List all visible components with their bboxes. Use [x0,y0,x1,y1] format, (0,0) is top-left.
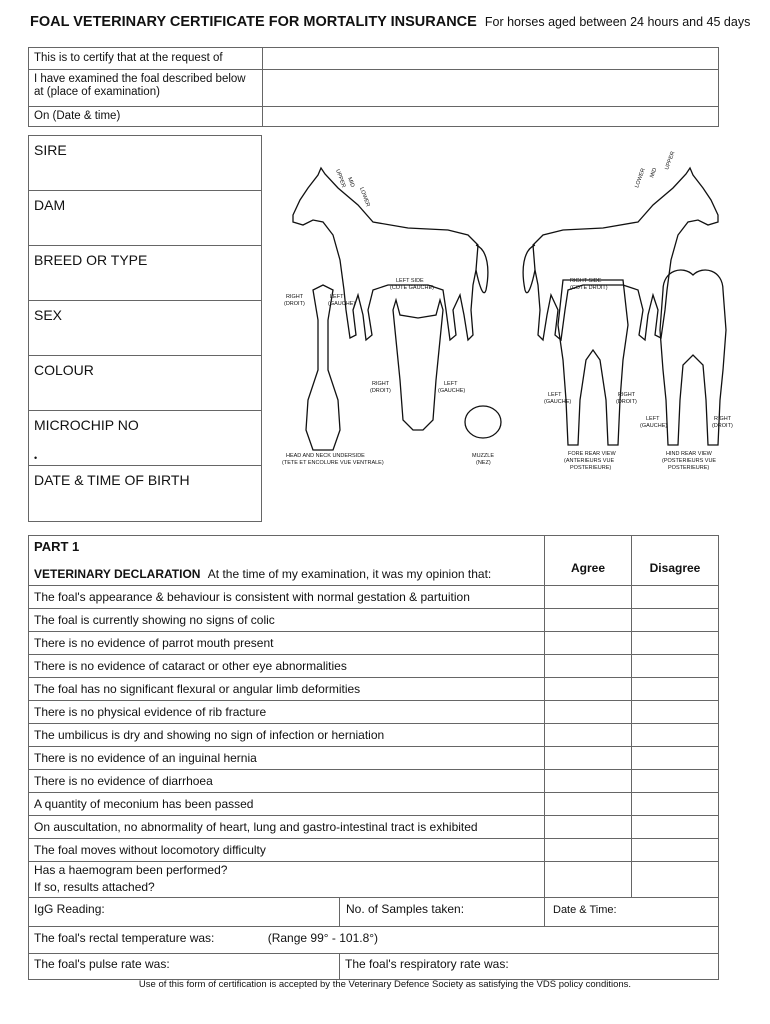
temperature-row[interactable] [29,927,719,954]
sire-label: SIRE [34,142,67,158]
agree-cell[interactable] [545,609,632,632]
right-label-1: RIGHT [286,294,304,300]
pulse-label: The foal's pulse rate was: [34,957,170,971]
footer-note: Use of this form of certification is accepted by the Veterinary Defence Society as satisfying the VDS policy conditions. [138,979,632,990]
examined-line2: at (place of examination) [34,86,160,98]
disagree-cell[interactable] [632,724,719,747]
dot-mark: • [34,453,38,463]
declaration-row [29,724,719,747]
declaration-text-cell: On auscultation, no abnormality of heart, lung and gastro-intestinal tract is exhibited [29,816,545,839]
foal-details [28,135,262,522]
mid-label-right: MID [649,167,659,179]
disagree-cell[interactable] [632,632,719,655]
muzzle-fr: (NEZ) [476,460,491,466]
agree-cell[interactable] [545,655,632,678]
fore-rear-fr1: (ANTERIEURS VUE [564,458,615,464]
left-fr-1: (GAUCHE) [328,301,356,307]
hind-rear-label: HIND REAR VIEW [666,451,712,457]
declaration-text-cell: The foal's appearance & behaviour is consistent with normal gestation & partuition [29,586,545,609]
declaration-row [29,793,719,816]
disagree-header: Disagree [632,536,719,586]
upper-label-right: UPPER [664,150,677,171]
declaration-line [34,567,544,581]
hind-rear-fr1: (POSTERIEURS VUE [662,458,717,464]
agree-cell[interactable] [545,839,632,862]
right-side-horse-icon [523,168,718,340]
declaration-row [29,747,719,770]
microchip-label: MICROCHIP NO [34,417,139,433]
declaration-text-cell: The foal has no significant flexural or angular limb deformities [29,678,545,701]
left-side-fr: (COTE GAUCHE) [390,285,434,291]
agree-cell[interactable] [545,701,632,724]
date-label: On (Date & time) [29,107,263,127]
samples-label: No. of Samples taken: [346,902,465,916]
declaration-text-cell: There is no evidence of an inguinal hernia [29,747,545,770]
disagree-cell[interactable] [632,839,719,862]
colour-field[interactable] [29,356,261,411]
left-label-3: LEFT [548,392,562,398]
breed-field[interactable] [29,246,261,301]
examined-line1: I have examined the foal described below [34,73,246,85]
right-fr-3: (DROIT) [616,399,637,405]
disagree-cell[interactable] [632,586,719,609]
birth-field[interactable] [29,466,261,522]
temperature-range: (Range 99° - 101.8°) [267,931,379,945]
mid-label-left: MID [346,176,356,189]
temperature-label: The foal's rectal temperature was: [34,931,215,945]
declaration-bold: VETERINARY DECLARATION [34,567,201,581]
left-label-1: LEFT [330,294,344,300]
left-label-2: LEFT [444,381,458,387]
declaration-row [29,655,719,678]
disagree-cell[interactable] [632,609,719,632]
disagree-cell[interactable] [632,793,719,816]
haemogram-row [29,862,545,898]
left-side-label: LEFT SIDE [396,278,424,284]
samples-cell[interactable] [340,898,545,927]
agree-cell[interactable] [545,678,632,701]
request-table [28,47,719,127]
horse-marking-diagram [278,150,738,480]
declaration-text-cell: There is no evidence of diarrhoea [29,770,545,793]
hind-rear-fr2: POSTERIEURE) [668,465,710,471]
igg-cell[interactable] [29,898,340,927]
respiratory-cell[interactable] [340,954,719,980]
head-front-icon [393,300,443,430]
certify-field[interactable] [263,48,719,70]
pulse-cell[interactable] [29,954,340,980]
fore-rear-label: FORE REAR VIEW [568,451,616,457]
agree-cell[interactable] [545,632,632,655]
upper-label-left: UPPER [334,168,347,189]
colour-label: COLOUR [34,362,94,378]
certificate-title [30,14,750,30]
date-time-cell[interactable] [545,898,719,927]
disagree-cell[interactable] [632,747,719,770]
left-label-4: LEFT [646,416,660,422]
declaration-row [29,839,719,862]
right-label-3: RIGHT [618,392,636,398]
right-side-fr: (COTE DROIT) [570,285,608,291]
lower-label-right: LOWER [634,167,647,189]
part1-header [29,536,545,586]
declaration-rows [29,586,719,862]
right-fr-2: (DROIT) [370,388,391,394]
declaration-text: At the time of my examination, it was my opinion that: [207,567,492,581]
examined-label [29,70,263,107]
muzzle-label: MUZZLE [472,453,494,459]
declaration-row [29,701,719,724]
declaration-text-cell: There is no evidence of cataract or other eye abnormalities [29,655,545,678]
head-neck-fr: (TETE ET ENCOLURE VUE VENTRALE) [282,460,384,466]
right-label-2: RIGHT [372,381,390,387]
place-field[interactable] [263,70,719,107]
left-side-horse-icon [293,168,488,340]
disagree-cell[interactable] [632,701,719,724]
declaration-row [29,586,719,609]
head-underside-icon [306,285,340,450]
disagree-cell[interactable] [632,816,719,839]
certify-label: This is to certify that at the request of [29,48,263,70]
disagree-cell[interactable] [632,655,719,678]
right-fr-4: (DROIT) [712,423,733,429]
declaration-text-cell: The umbilicus is dry and showing no sign of infection or herniation [29,724,545,747]
agree-cell[interactable] [545,770,632,793]
left-fr-4: (GAUCHE) [640,423,668,429]
part1-table [28,535,719,980]
lower-label-left: LOWER [358,186,371,208]
title-text: FOAL VETERINARY CERTIFICATE FOR MORTALITY INSURANCE [30,14,477,30]
date-field[interactable] [263,107,719,127]
birth-label: DATE & TIME OF BIRTH [34,472,190,488]
title-subtitle: For horses aged between 24 hours and 45 days [484,15,751,29]
dam-label: DAM [34,197,66,213]
breed-label: BREED OR TYPE [34,252,148,268]
microchip-field[interactable] [29,411,261,466]
declaration-row [29,816,719,839]
sex-label: SEX [34,307,63,323]
fore-rear-icon [558,280,628,445]
haemogram-agree-cell[interactable] [545,862,632,898]
fore-rear-fr2: POSTERIEURE) [570,465,612,471]
declaration-text-cell: There is no physical evidence of rib fracture [29,701,545,724]
declaration-row [29,609,719,632]
agree-header: Agree [545,536,632,586]
haemogram-line2: If so, results attached? [34,880,155,894]
agree-cell[interactable] [545,747,632,770]
dam-field[interactable] [29,191,261,246]
respiratory-label: The foal's respiratory rate was: [345,957,509,971]
head-neck-label: HEAD AND NECK UNDERSIDE [286,453,365,459]
sire-field[interactable] [29,136,261,191]
declaration-text-cell: There is no evidence of parrot mouth present [29,632,545,655]
disagree-cell[interactable] [632,678,719,701]
igg-label: IgG Reading: [34,902,105,916]
disagree-cell[interactable] [632,770,719,793]
agree-cell[interactable] [545,724,632,747]
right-side-label: RIGHT SIDE [570,278,602,284]
right-fr-1: (DROIT) [284,301,305,307]
part1-title: PART 1 [34,539,80,554]
agree-cell[interactable] [545,816,632,839]
right-label-4: RIGHT [714,416,732,422]
haemogram-line1: Has a haemogram been performed? [34,863,228,877]
declaration-row [29,678,719,701]
declaration-text-cell: The foal is currently showing no signs of colic [29,609,545,632]
haemogram-disagree-cell[interactable] [632,862,719,898]
declaration-row [29,770,719,793]
agree-cell[interactable] [545,793,632,816]
declaration-text-cell: A quantity of meconium has been passed [29,793,545,816]
declaration-row [29,632,719,655]
declaration-text-cell: The foal moves without locomotory difficulty [29,839,545,862]
left-fr-2: (GAUCHE) [438,388,466,394]
left-fr-3: (GAUCHE) [544,399,572,405]
date-time-label: Date & Time: [553,904,617,916]
agree-cell[interactable] [545,586,632,609]
muzzle-icon [465,406,501,438]
sex-field[interactable] [29,301,261,356]
